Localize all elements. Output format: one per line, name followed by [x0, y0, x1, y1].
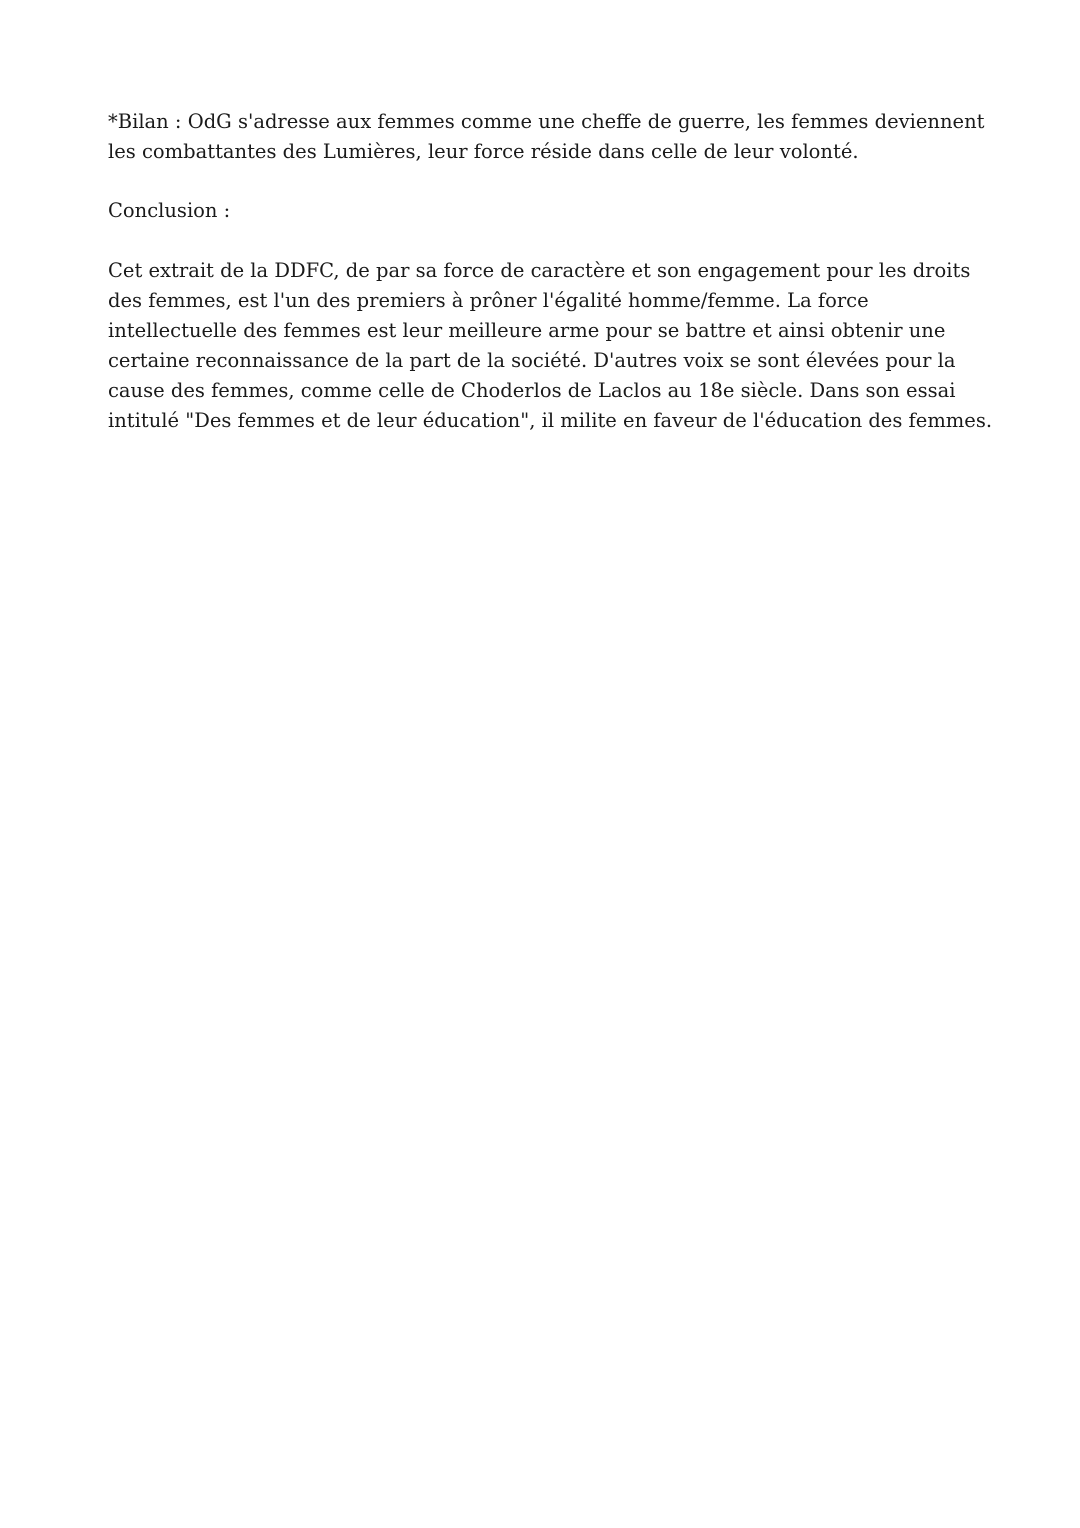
bilan-paragraph: [108, 107, 988, 167]
conclusion-paragraph: [108, 256, 993, 436]
conclusion-heading: [108, 196, 988, 226]
conclusion-line: Cet extrait de la DDFC, de par sa force de caractère et son engagement pour les droits: [108, 259, 971, 282]
conclusion-line: intitulé "Des femmes et de leur éducation", il milite en faveur de l'éducation des femmes.: [108, 409, 993, 432]
bilan-line: *Bilan : OdG s'adresse aux femmes comme une cheffe de guerre, les femmes deviennent: [108, 110, 985, 133]
bilan-line: les combattantes des Lumières, leur force réside dans celle de leur volonté.: [108, 140, 859, 163]
conclusion-line: cause des femmes, comme celle de Choderlos de Laclos au 18e siècle. Dans son essai: [108, 379, 956, 402]
conclusion-line: intellectuelle des femmes est leur meilleure arme pour se battre et ainsi obtenir une: [108, 319, 946, 342]
conclusion-heading-text: Conclusion :: [108, 199, 231, 222]
conclusion-line: des femmes, est l'un des premiers à prôner l'égalité homme/femme. La force: [108, 289, 869, 312]
conclusion-line: certaine reconnaissance de la part de la société. D'autres voix se sont élevées pour la: [108, 349, 956, 372]
